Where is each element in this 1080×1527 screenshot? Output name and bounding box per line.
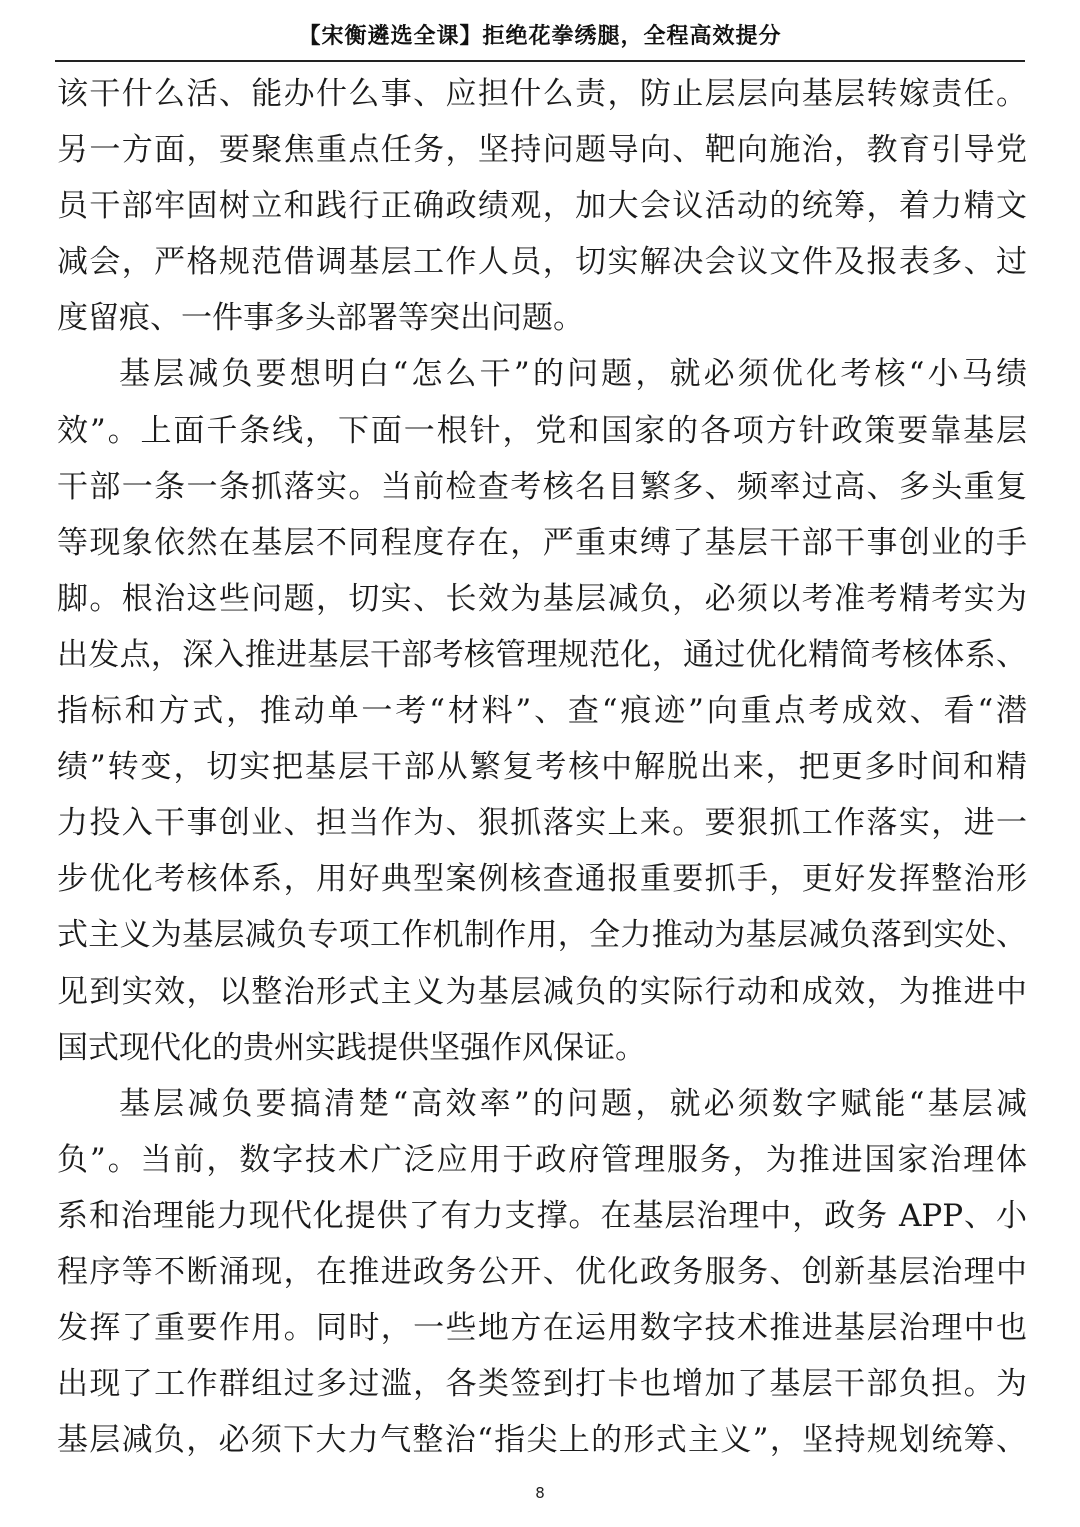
text-line: 负”。当前，数字技术广泛应用于政府管理服务，为推进国家治理体 — [57, 1141, 1027, 1178]
text-line: 程序等不断涌现，在推进政务公开、优化政务服务、创新基层治理中 — [57, 1253, 1027, 1290]
text-line: 绩”转变，切实把基层干部从繁复考核中解脱出来，把更多时间和精 — [57, 749, 1027, 786]
text-line: 等现象依然在基层不同程度存在，严重束缚了基层干部干事创业的手 — [57, 524, 1027, 561]
text-line: 发挥了重要作用。同时，一些地方在运用数字技术推进基层治理中也 — [57, 1310, 1027, 1347]
text-line: 基层减负要搞清楚“高效率”的问题，就必须数字赋能“基层减 — [119, 1085, 1027, 1122]
text-line: 减会，严格规范借调基层工作人员，切实解决会议文件及报表多、过 — [57, 244, 1027, 281]
text-line: 脚。根治这些问题，切实、长效为基层减负，必须以考准考精考实为 — [57, 580, 1027, 617]
text-line: 效”。上面千条线，下面一根针，党和国家的各项方针政策要靠基层 — [57, 412, 1027, 449]
text-line: 基层减负要想明白“怎么干”的问题，就必须优化考核“小马绩 — [119, 356, 1027, 393]
text-line: 另一方面，要聚焦重点任务，坚持问题导向、靶向施治，教育引导党 — [57, 132, 1027, 169]
text-line: 出发点，深入推进基层干部考核管理规范化，通过优化精简考核体系、 — [57, 636, 1027, 673]
text-line: 度留痕、一件事多头部署等突出问题。 — [57, 300, 584, 337]
text-line: 指标和方式，推动单一考“材料”、查“痕迹”向重点考成效、看“潜 — [57, 693, 1027, 730]
page-number: 8 — [535, 1484, 545, 1502]
text-line: 员干部牢固树立和践行正确政绩观，加大会议活动的统筹，着力精文 — [57, 188, 1027, 225]
text-line: 见到实效，以整治形式主义为基层减负的实际行动和成效，为推进中 — [57, 973, 1027, 1010]
header-divider — [55, 60, 1025, 62]
text-line: 干部一条一条抓落实。当前检查考核名目繁多、频率过高、多头重复 — [57, 468, 1027, 505]
text-line: 步优化考核体系，用好典型案例核查通报重要抓手，更好发挥整治形 — [57, 861, 1027, 898]
text-line: 力投入干事创业、担当作为、狠抓落实上来。要狠抓工作落实，进一 — [57, 805, 1027, 842]
text-line: 系和治理能力现代化提供了有力支撑。在基层治理中，政务 APP、小 — [57, 1197, 1027, 1234]
text-line: 基层减负，必须下大力气整治“指尖上的形式主义”，坚持规划统筹、 — [57, 1422, 1027, 1459]
text-line: 式主义为基层减负专项工作机制作用，全力推动为基层减负落到实处、 — [57, 917, 1027, 954]
document-body — [57, 66, 1027, 1468]
text-line: 国式现代化的贵州实践提供坚强作风保证。 — [57, 1029, 646, 1066]
text-line: 该干什么活、能办什么事、应担什么责，防止层层向基层转嫁责任。 — [57, 76, 1027, 112]
text-line: 出现了工作群组过多过滥，各类签到打卡也增加了基层干部负担。为 — [57, 1366, 1027, 1403]
page-header-title: 【宋衡遴选全课】拒绝花拳绣腿，全程高效提分 — [298, 24, 782, 49]
